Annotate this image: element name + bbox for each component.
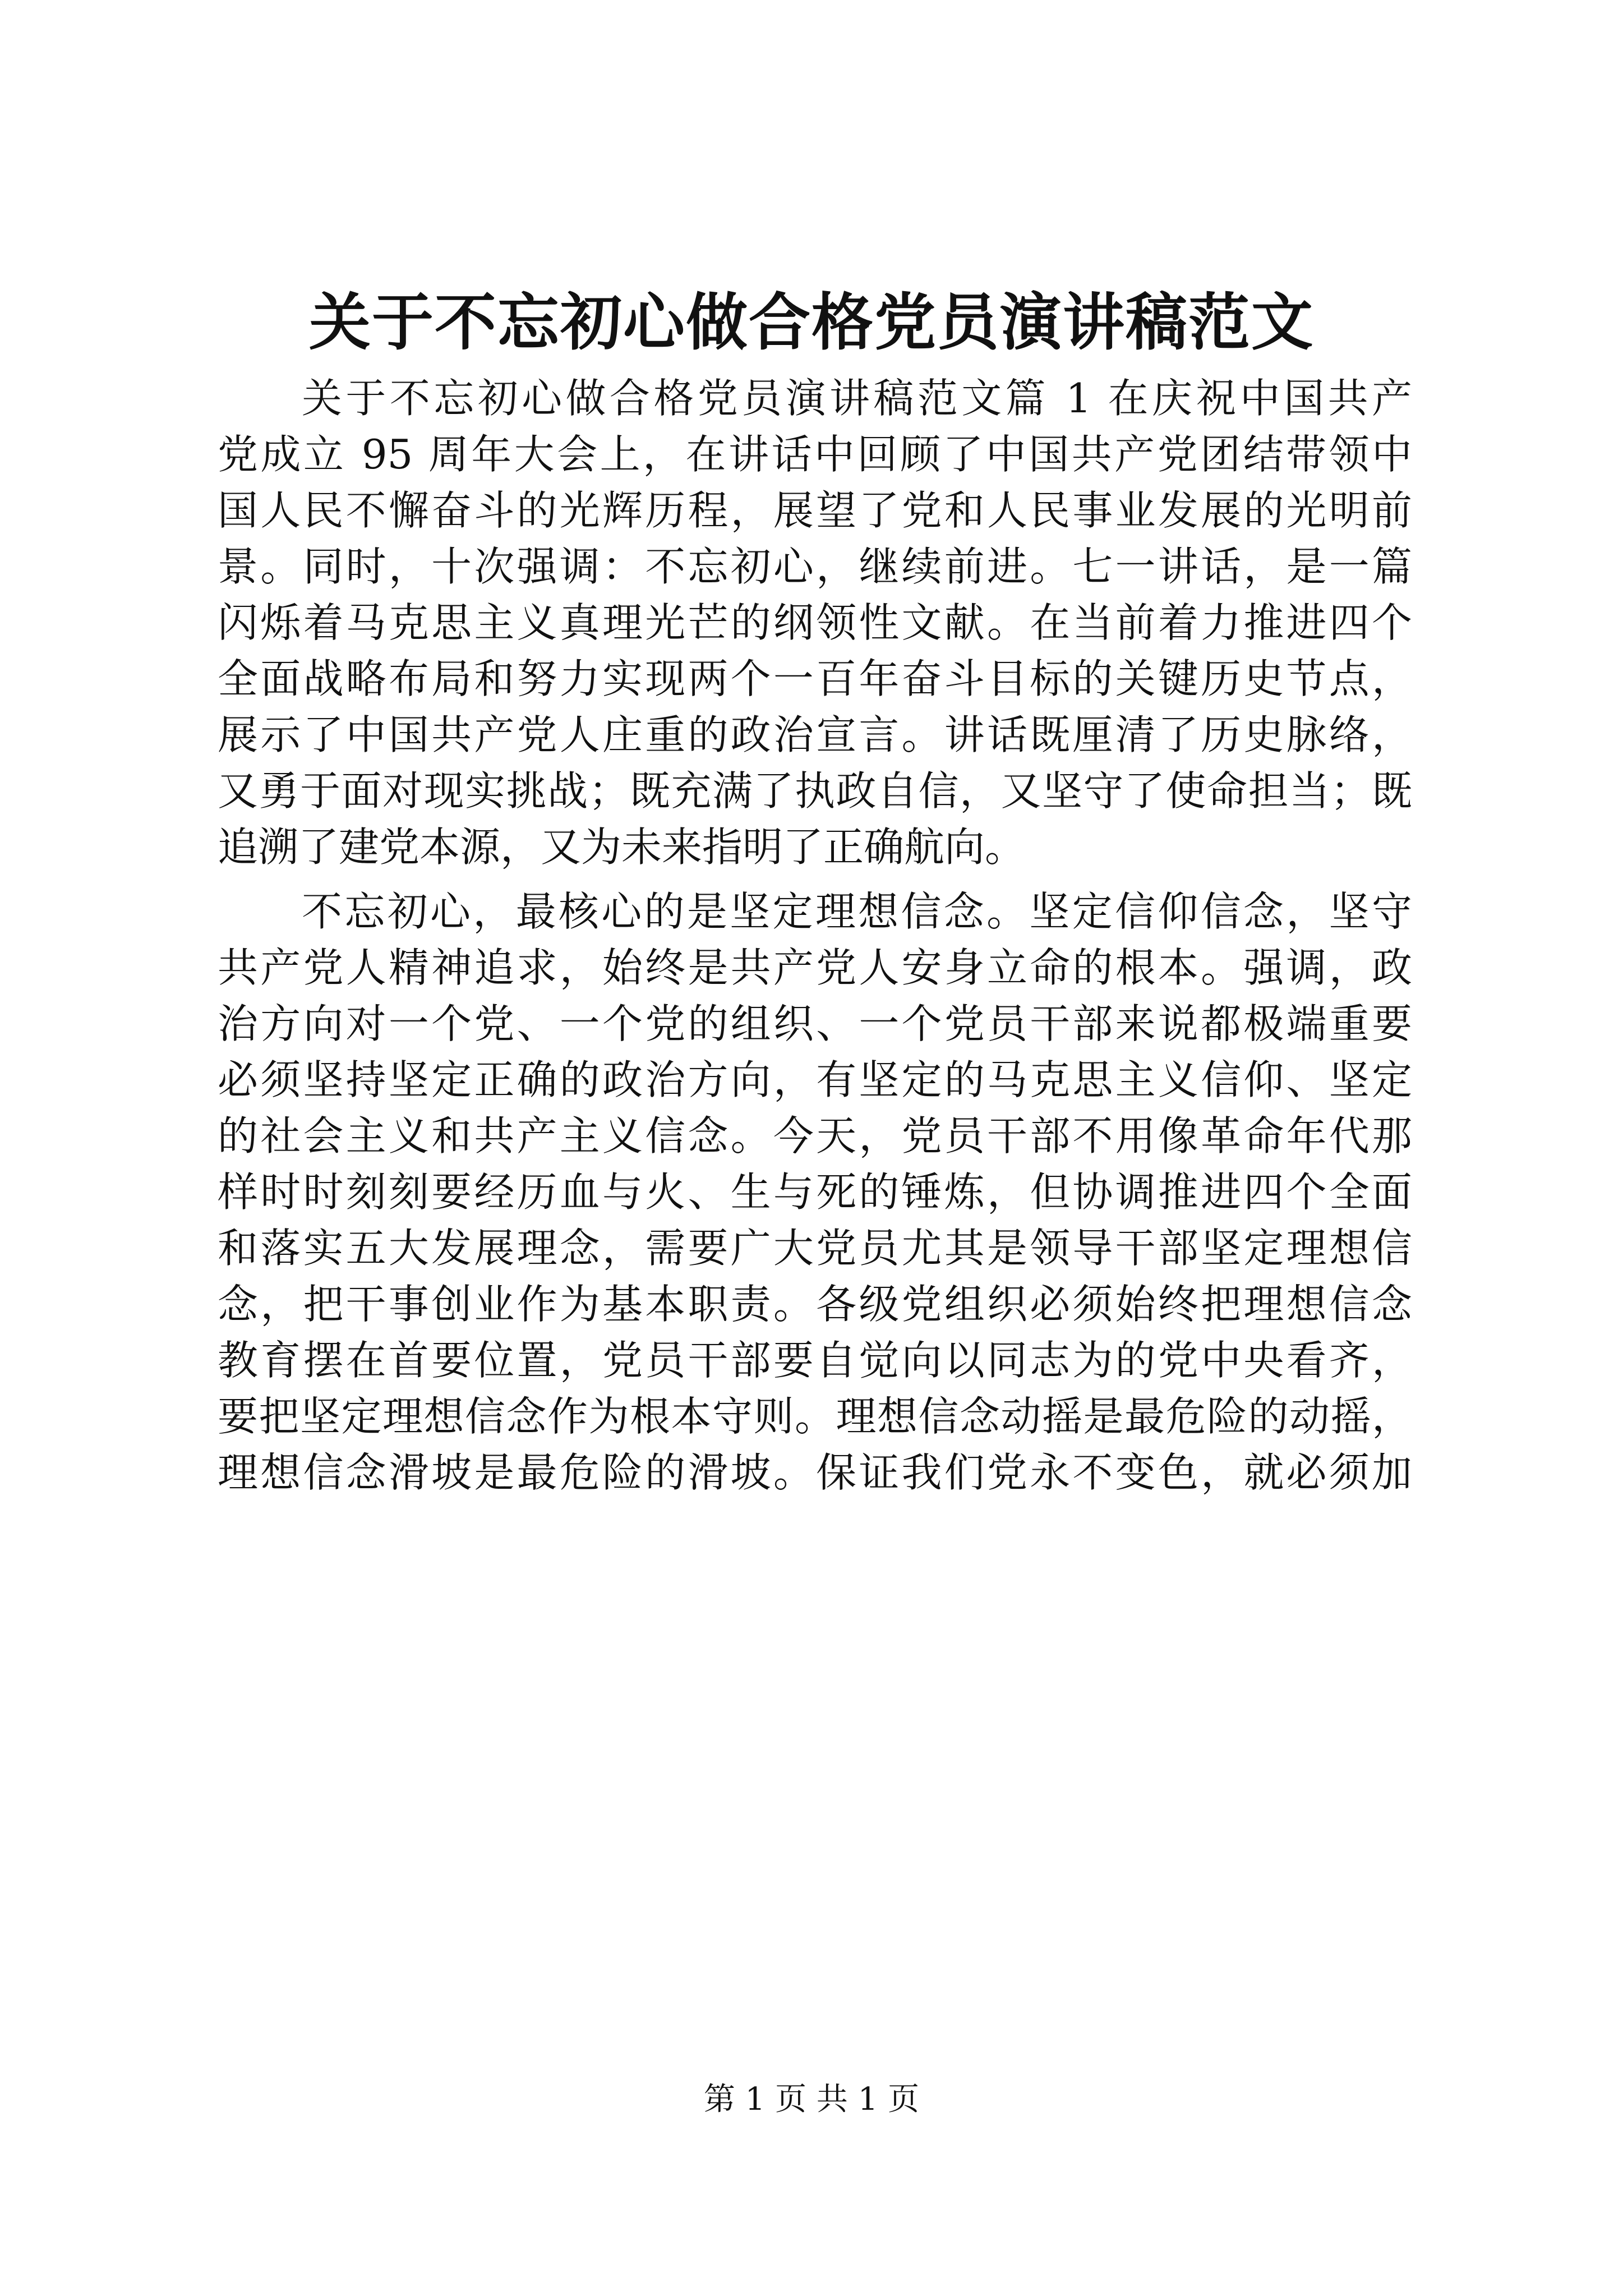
paragraph-2-line-7: 和落实五大发展理念，需要广大党员尤其是领导干部坚定理想信 xyxy=(218,1225,1412,1272)
paragraph-2-line-4: 必须坚持坚定正确的政治方向，有坚定的马克思主义信仰、坚定 xyxy=(218,1056,1412,1103)
paragraph-1-line-8: 又勇于面对现实挑战；既充满了执政自信，又坚守了使命担当；既 xyxy=(218,767,1412,815)
paragraph-2-line-8: 念，把干事创业作为基本职责。各级党组织必须始终把理想信念 xyxy=(218,1281,1412,1328)
page-footer: 第 1 页 共 1 页 xyxy=(703,2081,920,2118)
paragraph-1-line-9: 追溯了建党本源，又为未来指明了正确航向。 xyxy=(218,823,1026,871)
paragraph-1-line-2: 党成立 95 周年大会上，在讲话中回顾了中国共产党团结带领中 xyxy=(218,431,1412,478)
paragraph-2-line-3: 治方向对一个党、一个党的组织、一个党员干部来说都极端重要 xyxy=(218,1000,1412,1047)
paragraph-2-line-1: 不忘初心，最核心的是坚定理想信念。坚定信仰信念，坚守 xyxy=(302,888,1412,935)
paragraph-1-line-5: 闪烁着马克思主义真理光芒的纲领性文献。在当前着力推进四个 xyxy=(218,599,1412,646)
paragraph-2-line-6: 样时时刻刻要经历血与火、生与死的锤炼，但协调推进四个全面 xyxy=(218,1168,1412,1216)
paragraph-2-line-5: 的社会主义和共产主义信念。今天，党员干部不用像革命年代那 xyxy=(218,1112,1412,1159)
paragraph-2-line-11: 理想信念滑坡是最危险的滑坡。保证我们党永不变色，就必须加 xyxy=(218,1449,1412,1496)
paragraph-2-line-9: 教育摆在首要位置，党员干部要自觉向以同志为的党中央看齐， xyxy=(218,1337,1412,1384)
paragraph-1-line-6: 全面战略布局和努力实现两个一百年奋斗目标的关键历史节点， xyxy=(218,655,1412,702)
paragraph-1-line-3: 国人民不懈奋斗的光辉历程，展望了党和人民事业发展的光明前 xyxy=(218,487,1412,534)
document-title: 关于不忘初心做合格党员演讲稿范文 xyxy=(309,286,1314,358)
paragraph-2-line-10: 要把坚定理想信念作为根本守则。理想信念动摇是最危险的动摇， xyxy=(218,1393,1412,1440)
paragraph-1-line-4: 景。同时，十次强调：不忘初心，继续前进。七一讲话，是一篇 xyxy=(218,543,1412,590)
paragraph-1-line-7: 展示了中国共产党人庄重的政治宣言。讲话既厘清了历史脉络， xyxy=(218,711,1412,758)
paragraph-2-line-2: 共产党人精神追求，始终是共产党人安身立命的根本。强调，政 xyxy=(218,944,1412,991)
paragraph-1-line-1: 关于不忘初心做合格党员演讲稿范文篇 1 在庆祝中国共产 xyxy=(302,375,1412,422)
